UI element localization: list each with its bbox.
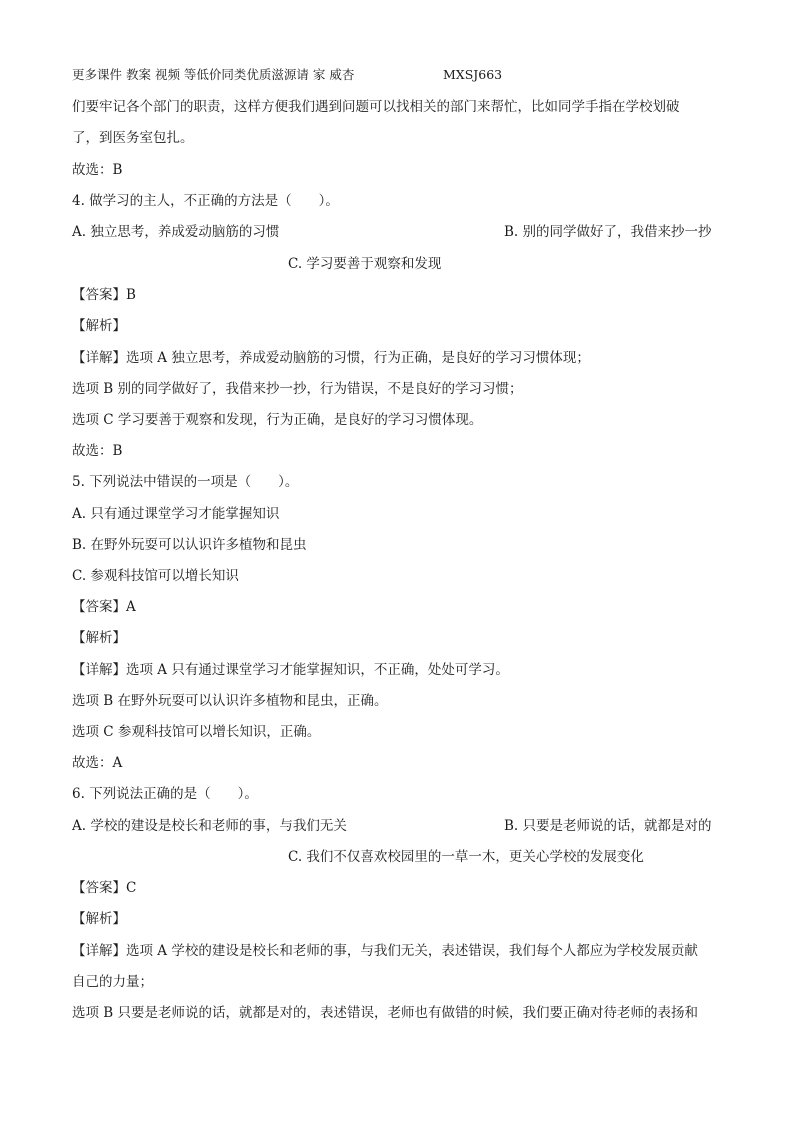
q5-result: 故选：A <box>72 755 123 771</box>
q4-detail-3: 选项 C 学习要善于观察和发现，行为正确，是良好的学习习惯体现。 <box>72 412 483 428</box>
q4-option-a: A. 独立思考，养成爱动脑筋的习惯 <box>72 224 280 240</box>
q5-stem: 5. 下列说法中错误的一项是（ ）。 <box>72 474 299 490</box>
q5-option-a: A. 只有通过课堂学习才能掌握知识 <box>72 506 280 522</box>
q6-stem: 6. 下列说法正确的是（ ）。 <box>72 786 258 802</box>
q5-analysis-label: 【解析】 <box>72 630 126 646</box>
q6-detail-1b: 自己的力量； <box>72 974 153 990</box>
q4-detail-1: 【详解】选项 A 独立思考，养成爱动脑筋的习惯，行为正确，是良好的学习习惯体现； <box>72 350 590 366</box>
q4-stem: 4. 做学习的主人，不正确的方法是（ ）。 <box>72 193 339 209</box>
q4-option-c: C. 学习要善于观察和发现 <box>288 256 442 272</box>
continuation-result: 故选：B <box>72 162 123 178</box>
q4-result: 故选：B <box>72 443 123 459</box>
q5-option-c: C. 参观科技馆可以增长知识 <box>72 568 239 584</box>
q5-detail-1: 【详解】选项 A 只有通过课堂学习才能掌握知识，不正确，处处可学习。 <box>72 662 509 678</box>
q5-detail-2: 选项 B 在野外玩耍可以认识许多植物和昆虫，正确。 <box>72 693 388 709</box>
q4-answer: 【答案】B <box>72 287 136 303</box>
continuation-line-2: 了，到医务室包扎。 <box>72 130 194 146</box>
q6-detail-1a: 【详解】选项 A 学校的建设是校长和老师的事，与我们无关，表述错误，我们每个人都应为学校发展贡献 <box>72 943 698 959</box>
q6-answer: 【答案】C <box>72 880 137 896</box>
continuation-line-1: 们要牢记各个部门的职责，这样方便我们遇到问题可以找相关的部门来帮忙，比如同学手指在学校划破 <box>72 99 680 115</box>
q5-answer: 【答案】A <box>72 599 136 615</box>
q6-option-b: B. 只要是老师说的话，就都是对的 <box>504 818 712 834</box>
q4-detail-2: 选项 B 别的同学做好了，我借来抄一抄，行为错误，不是良好的学习习惯； <box>72 381 523 397</box>
q4-analysis-label: 【解析】 <box>72 318 126 334</box>
q6-option-c: C. 我们不仅喜欢校园里的一草一木，更关心学校的发展变化 <box>288 849 644 865</box>
q6-analysis-label: 【解析】 <box>72 911 126 927</box>
header-promo-text: 更多课件 教案 视频 等低价同类优质滋源请 家 威杏 <box>72 67 355 82</box>
q4-option-b: B. 别的同学做好了，我借来抄一抄 <box>504 224 712 240</box>
q6-option-a: A. 学校的建设是校长和老师的事，与我们无关 <box>72 818 347 834</box>
q5-option-b: B. 在野外玩耍可以认识许多植物和昆虫 <box>72 537 307 553</box>
q5-detail-3: 选项 C 参观科技馆可以增长知识，正确。 <box>72 724 321 740</box>
header-code: MXSJ663 <box>443 67 503 82</box>
q6-detail-2: 选项 B 只要是老师说的话，就都是对的，表述错误，老师也有做错的时候，我们要正确对待老师的表扬和 <box>72 1005 699 1021</box>
